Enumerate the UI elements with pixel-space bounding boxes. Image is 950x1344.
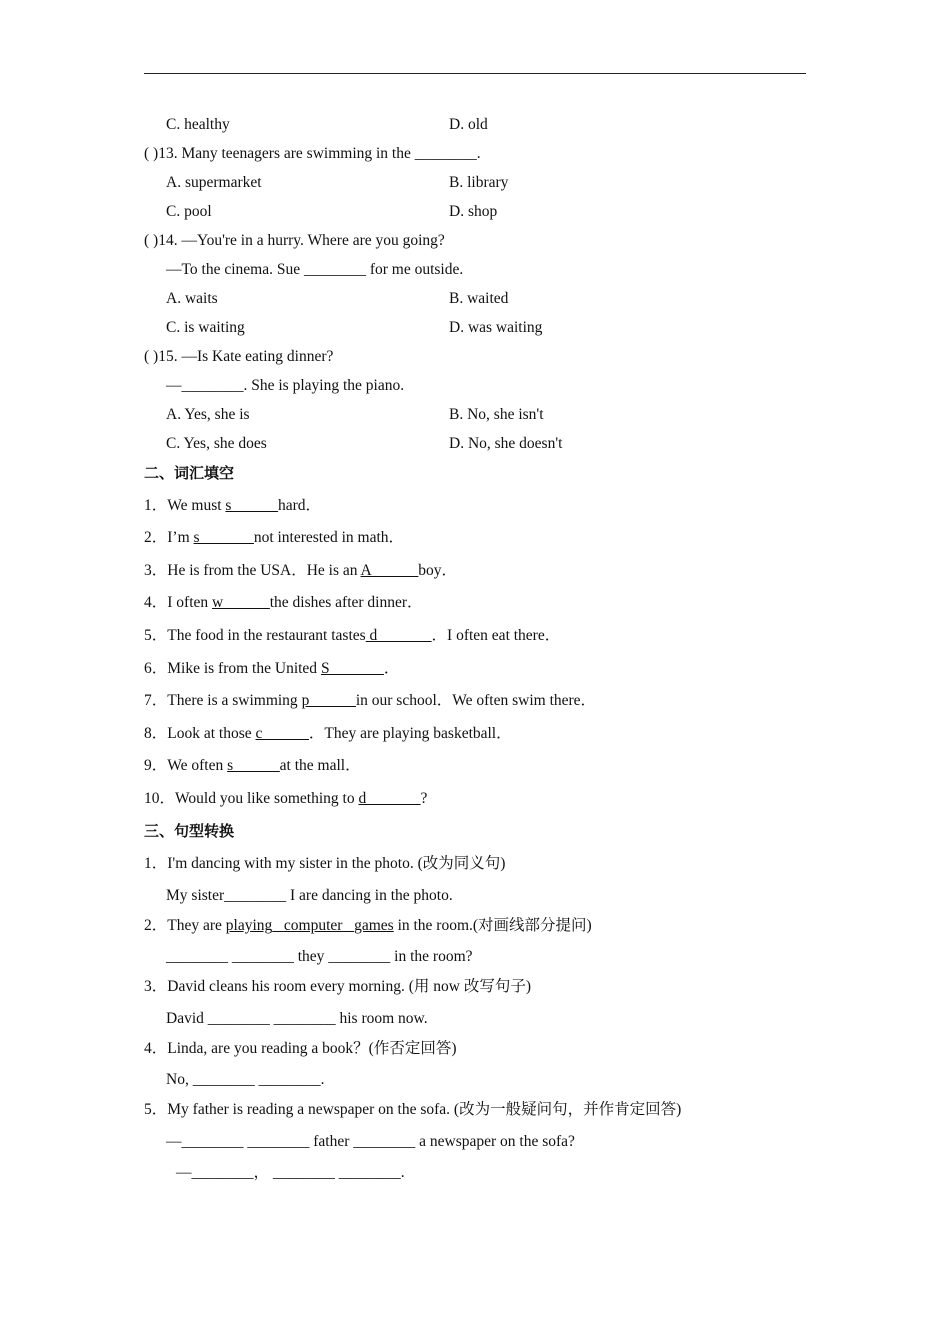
q13-option-b: B. library [449,174,509,191]
q14-option-d: D. was waiting [449,319,543,336]
q14-option-b: B. waited [449,290,509,307]
transform-5-answer-reply: —________， ________ ________. [176,1164,405,1181]
q13-option-a: A. supermarket [166,174,262,191]
q15-option-c: C. Yes, she does [166,435,267,452]
answer-blank: p______ [301,692,356,709]
q13-option-c: C. pool [166,203,212,220]
vocab-item: 5．The food in the restaurant tastes d_______．I often eat there． [144,627,561,644]
answer-blank: A______ [360,562,419,579]
vocab-item: 9．We often s______at the mall． [144,757,361,774]
transform-5-answer-question: —________ ________ father ________ a newspaper on the sofa? [166,1133,575,1150]
q13-option-d: D. shop [449,203,498,220]
vocab-item: 7．There is a swimming p______in our school．We often swim there． [144,692,597,709]
q15-option-b: B. No, she isn't [449,406,544,423]
vocab-item: 3．He is from the USA．He is an A______boy． [144,562,458,579]
underlined-word: computer [283,917,343,934]
q14-option-c: C. is waiting [166,319,245,336]
vocab-item: 6．Mike is from the United S_______． [144,660,400,677]
underlined-word: playing [225,917,273,934]
q13-stem: ( )13. Many teenagers are swimming in the ________. [144,145,481,162]
transform-5-question: 5．My father is reading a newspaper on the sofa. (改为一般疑问句，并作肯定回答) [144,1101,682,1118]
answer-blank: d_______ [358,790,421,807]
header-rule [144,73,806,74]
vocab-item: 10．Would you like something to d_______? [144,790,428,807]
vocab-item: 8．Look at those c______．They are playing basketball． [144,725,512,742]
vocab-item: 2．I’m s_______not interested in math． [144,529,405,546]
transform-4-question: 4．Linda, are you reading a book？(作否定回答) [144,1040,457,1057]
transform-1-question: 1．I'm dancing with my sister in the photo. (改为同义句) [144,855,506,872]
q15-stem: ( )15. —Is Kate eating dinner? [144,348,334,365]
transform-2-answer: ________ ________ they ________ in the room? [166,948,473,965]
q15-option-a: A. Yes, she is [166,406,250,423]
section-vocab-title: 二、词汇填空 [144,464,235,482]
answer-blank: s______ [225,497,278,514]
transform-4-answer: No, ________ ________. [166,1071,325,1088]
transform-1-answer: My sister________ I are dancing in the photo. [166,887,453,904]
answer-blank: d_______ [365,627,432,644]
q15-dialogue: —________. She is playing the piano. [166,377,405,394]
q14-dialogue: —To the cinema. Sue ________ for me outside. [166,261,464,278]
q12-option-d: D. old [449,116,488,133]
answer-blank: s_______ [193,529,254,546]
section-transform-title: 三、句型转换 [144,822,235,840]
answer-blank: S_______ [320,660,384,677]
answer-blank: c______ [255,725,309,742]
vocab-item: 4．I often w______the dishes after dinner． [144,594,423,611]
transform-3-answer: David ________ ________ his room now. [166,1010,428,1027]
q12-option-c: C. healthy [166,116,230,133]
answer-blank: w______ [212,594,270,611]
vocab-item: 1．We must s______hard． [144,497,322,514]
q15-option-d: D. No, she doesn't [449,435,563,452]
underlined-word: games [354,917,394,934]
answer-blank: s______ [227,757,280,774]
q14-option-a: A. waits [166,290,218,307]
transform-2-question: 2．They are playing computer games in the room.(对画线部分提问) [144,917,592,934]
transform-3-question: 3．David cleans his room every morning. (用 now 改写句子) [144,978,532,995]
q14-stem: ( )14. —You're in a hurry. Where are you going? [144,232,445,249]
